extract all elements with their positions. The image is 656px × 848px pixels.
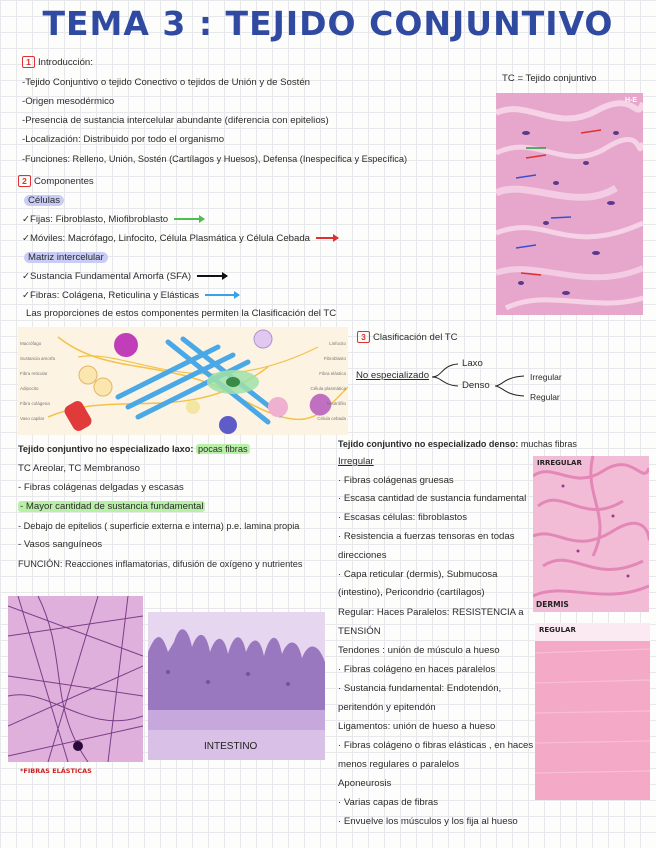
diagram-label: Célula cebada xyxy=(317,416,346,421)
red-arrow-icon xyxy=(316,237,338,239)
components-heading-text: Componentes xyxy=(34,176,94,187)
denso-reg-1: Tendones : unión de músculo a hueso xyxy=(338,645,500,656)
tc-caption: TC = Tejido conjuntivo xyxy=(502,73,597,84)
intro-line-5: -Funciones: Relleno, Unión, Sostén (Cartílagos y Huesos), Defensa (Inespecífica y Específica) xyxy=(22,154,408,164)
laxo-line-1: TC Areolar, TC Membranoso xyxy=(18,463,140,474)
laxo-line-3: - Debajo de epitelios ( superficie externa e interna) p.e. lamina propia xyxy=(18,521,300,531)
section-number-3: 3 xyxy=(357,331,370,343)
fibers-text: ✓Fibras: Colágena, Reticulina y Elásticas xyxy=(22,290,200,301)
fixed-cells xyxy=(22,212,204,228)
denso-irr-2: · Escasa cantidad de sustancia fundamental xyxy=(338,493,527,504)
diagram-label: Adipocito xyxy=(20,386,39,391)
laxo-function: FUNCIÓN: Reacciones inflamatorias, difusión de oxígeno y nutrientes xyxy=(18,559,303,569)
diagram-label: Linfocito xyxy=(329,341,346,346)
laxo-highlight-text: - Mayor cantidad de sustancia fundamental xyxy=(20,501,204,512)
intestine-label: INTESTINO xyxy=(204,741,258,752)
denso-reg-7: menos regulares o paralelos xyxy=(338,759,460,770)
class-denso: Denso xyxy=(462,380,490,391)
class-irregular: Irregular xyxy=(530,372,562,382)
denso-irr-5: direcciones xyxy=(338,550,387,561)
class-laxo: Laxo xyxy=(462,358,483,369)
laxo-heading-text: Tejido conjuntivo no especializado laxo: xyxy=(18,444,194,454)
mobile-cells xyxy=(22,231,338,247)
matrix-label xyxy=(24,250,108,266)
laxo-highlight-line xyxy=(18,499,205,515)
elastic-fibers-tag: *FIBRAS ELÁSTICAS xyxy=(20,767,92,775)
denso-reg-10: · Envuelve los músculos y los fija al hueso xyxy=(338,816,518,827)
denso-irr-3: · Escasas células: fibroblastos xyxy=(338,512,468,523)
diagram-label: Fibra colágena xyxy=(20,401,50,406)
denso-heading xyxy=(338,436,577,452)
denso-reg-2: · Fibras colágeno en haces paralelos xyxy=(338,664,496,675)
diagram-label: Célula plasmática xyxy=(310,386,346,391)
proportions-line: Las proporciones de estos componentes permiten la Clasificación del TC xyxy=(26,308,337,319)
diagram-labels-left xyxy=(20,336,55,426)
diagram-label: Fibra elástica xyxy=(319,371,346,376)
denso-irregular-label: Irregular xyxy=(338,456,374,467)
he-label: H-E xyxy=(624,97,637,104)
laxo-heading-highlight: pocas fibras xyxy=(198,444,248,454)
classification-heading-text: Clasificación del TC xyxy=(373,332,458,343)
denso-irr-4: · Resistencia a fuerzas tensoras en todas xyxy=(338,531,515,542)
sfa-line xyxy=(22,269,227,285)
section-number-1: 1 xyxy=(22,56,35,68)
diagram-label: Fibroblasto xyxy=(323,356,346,361)
matrix-label-text: Matriz intercelular xyxy=(24,252,108,263)
denso-reg-5: Ligamentos: unión de hueso a hueso xyxy=(338,721,496,732)
diagram-art xyxy=(18,327,348,435)
denso-heading-text: Tejido conjuntivo no especializado denso: xyxy=(338,439,519,449)
denso-irr-6: · Capa reticular (dermis), Submucosa xyxy=(338,569,498,580)
denso-heading-rest: muchas fibras xyxy=(520,439,577,449)
denso-irr-1: · Fibras colágenas gruesas xyxy=(338,475,454,486)
components-heading xyxy=(18,174,94,190)
cells-label xyxy=(24,193,64,209)
fibers-line xyxy=(22,288,239,304)
connective-tissue-diagram xyxy=(18,327,348,435)
intro-heading-text: Introducción: xyxy=(38,57,93,68)
intro-line-2: -Origen mesodérmico xyxy=(22,96,115,107)
classification-heading xyxy=(357,330,458,346)
diagram-label: Macrófago xyxy=(20,341,42,346)
irregular-micrograph xyxy=(533,456,649,612)
black-arrow-icon xyxy=(197,275,227,277)
denso-irr-7: (intestino), Pericondrio (cartílagos) xyxy=(338,587,485,598)
irregular-micrograph-art xyxy=(533,456,649,612)
diagram-label: Vaso capilar xyxy=(20,416,45,421)
sfa-text: ✓Sustancia Fundamental Amorfa (SFA) xyxy=(22,271,192,282)
denso-reg-3: · Sustancia fundamental: Endotendón, xyxy=(338,683,502,694)
diagram-label: Sustancia amorfa xyxy=(20,356,56,361)
denso-reg-9: · Varias capas de fibras xyxy=(338,797,439,808)
regular-tag: REGULAR xyxy=(539,626,576,634)
denso-reg-4: peritendón y epitendón xyxy=(338,702,436,713)
class-regular: Regular xyxy=(530,392,560,402)
laxo-line-2: - Fibras colágenas delgadas y escasas xyxy=(18,482,184,493)
he-micrograph xyxy=(496,93,643,315)
intestine-micrograph xyxy=(148,612,325,760)
elastic-fibers-micrograph xyxy=(8,596,143,762)
intro-heading xyxy=(22,55,93,71)
laxo-line-4: - Vasos sanguíneos xyxy=(18,539,103,550)
dermis-label: DERMIS xyxy=(536,600,569,609)
intro-line-3: -Presencia de sustancia intercelular abundante (diferencia con epitelios) xyxy=(22,115,329,126)
diagram-label: Neutrófilo xyxy=(326,401,346,406)
cells-label-text: Células xyxy=(24,195,64,206)
fixed-cells-text: ✓Fijas: Fibroblasto, Miofibroblasto xyxy=(22,214,169,225)
green-arrow-icon xyxy=(174,218,204,220)
intro-line-1: -Tejido Conjuntivo o tejido Conectivo o tejidos de Unión y de Sostén xyxy=(22,77,310,88)
denso-reg-8: Aponeurosis xyxy=(338,778,392,789)
intro-line-4: -Localización: Distribuido por todo el organismo xyxy=(22,134,225,145)
denso-regular-2: TENSIÓN xyxy=(338,626,381,637)
elastic-fibers-art xyxy=(8,596,143,762)
diagram-labels-right xyxy=(310,336,346,426)
intestine-art xyxy=(148,612,325,760)
class-root: No especializado xyxy=(356,370,430,381)
blue-arrow-icon xyxy=(205,294,239,296)
regular-micrograph-art xyxy=(535,623,650,800)
denso-regular-1: Regular: Haces Paralelos: RESISTENCIA a xyxy=(338,607,524,618)
irregular-tag: IRREGULAR xyxy=(537,459,582,467)
diagram-label: Fibra reticular xyxy=(20,371,48,376)
regular-micrograph xyxy=(535,623,650,800)
page-title: TEMA 3 : TEJIDO CONJUNTIVO xyxy=(42,4,614,43)
laxo-heading xyxy=(18,441,250,457)
denso-reg-6: · Fibras colágeno o fibras elásticas , en haces xyxy=(338,740,534,751)
he-micrograph-art xyxy=(496,93,643,315)
section-number-2: 2 xyxy=(18,175,31,187)
mobile-cells-text: ✓Móviles: Macrófago, Linfocito, Célula Plasmática y Célula Cebada xyxy=(22,233,310,244)
